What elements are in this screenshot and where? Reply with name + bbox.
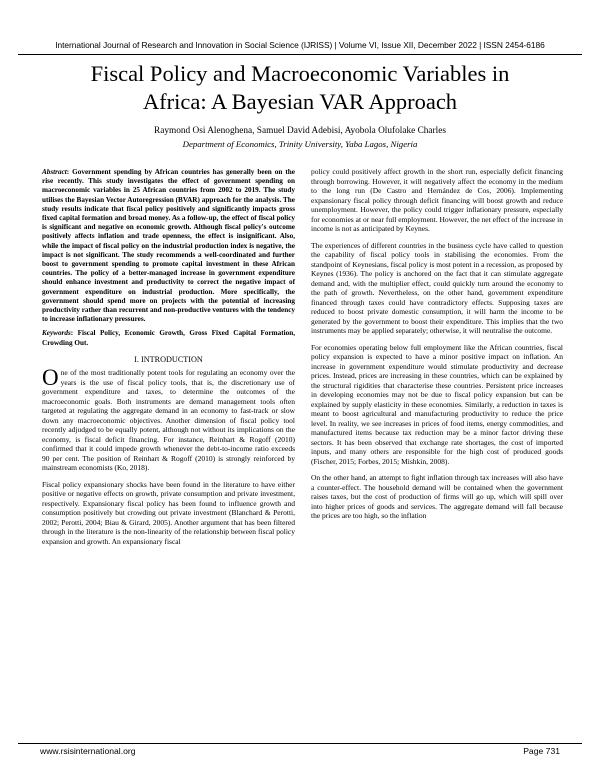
intro-paragraph-1 [42,365,295,473]
section-heading-introduction: I. INTRODUCTION [134,354,203,364]
title-line-1: Fiscal Policy and Macroeconomic Variables in [90,61,510,86]
abstract [42,168,295,324]
keywords [42,329,295,347]
keywords-text: : Fiscal Policy, Economic Growth, Gross Fixed Capital Formation, Crowding Out. [42,329,295,347]
footer-website: www.rsisinternational.org [40,746,136,756]
intro-paragraph-1-text: ne of the most traditionally potent tools for regulating an economy over the years is the use of fiscal policy tools, that is, the discretionary use of government expenditure and taxes, to determine the outcomes of the macroeconomic goals. Both instruments are demand management tools often targeted at regulating the aggregate demand in an economy to fast-track or slow down any macroeconomic objectives. Another dimension of fiscal policy tool recently adjudged to be equally potent, although not without its implications on the economy, is fiscal deficit financing. For instance, Reinhart & Rogoff (2010) confirmed that it could impede growth whenever the debt-to-income ratio exceeds 90 per cent. The position of Reinhart & Rogoff (2010) is strongly reinforced by mainstream economists (Ko, 2018). [42,368,295,473]
abstract-label: Abstract [42,168,67,176]
affiliation: Department of Economics, Trinity University, Yaba Lagos, Nigeria [182,139,418,149]
right-paragraph-2: The experiences of different countries in the business cycle have called to question the capability of fiscal policy tools in stabilising the economies. From the standpoint of Keynesians, fiscal policy is most potent in a recession, as proposed by Keynes (1936). The policy is anchored on the fact that it can stimulate aggregate demand and, with the multiplier effect, could quickly turn around the economy to the path of growth. Nevertheless, on the other hand, government expenditure financed through taxes could have contradictory effects. Supposing taxes are reduced to boost private domestic consumption, it will harm the income to be generated by the government to boost their expenditure. This implies that the two instruments may be applied separately; otherwise, it will neutralise the outcome. [311,240,563,335]
footer-page-number: Page 731 [523,746,560,756]
header-rule [18,54,582,55]
footer-rule [18,743,582,744]
right-paragraph-4: On the other hand, an attempt to fight inflation through tax increases will also have a counter-effect. The household demand will be contained when the government raises taxes, but the cost of production of firms will go up, which will spill over into higher prices of goods and services. The aggregate demand will fall because the prices are too high, so the inflation [311,473,563,520]
author-list: Raymond Osi Alenoghena, Samuel David Adebisi, Ayobola Olufolake Charles [154,126,446,136]
left-column [42,168,295,553]
right-column [311,167,563,528]
paper-title [30,60,570,116]
abstract-text: : Government spending by African countries has generally been on the rise recently. This study investigates the effect of government spending on macroeconomic variables in 25 African countries from 2002 to 2019. The study utilises the Bayesian Vector Autoregression (BVAR) approach for the analysis. The study results indicate that fiscal policy positively and significantly impacts gross fixed capital formation and broad money. As a follow-up, the effect of fiscal policy is significant and negative on economic growth. Although fiscal policy's outcome positively affects inflation and trade openness, the effect is insignificant. Also, while the impact of fiscal policy on the industrial production index is negative, the impact is not significant. The study recommends a well-coordinated and further boost to government spending to promote capital investment in these African countries. The policy of a better-managed increase in government expenditure should enhance investment and productivity to correct the negative impact of government expenditure on industrial production. More specifically, the government should spend more on projects with the potential of increasing productivity rather than recurrent and non-productive ventures with the tendency to increase inflationary pressures. [42,168,295,324]
intro-paragraph-2: Fiscal policy expansionary shocks have been found in the literature to have either positive or negative effects on growth, private consumption and private investment, respectively. Expansionary fiscal policy has been found to influence growth and consumption positively but crowding out private investment (Blanchard & Perotti, 2002; Perotti, 2004; Biau & Girard, 2005). Another argument that has been filtered through in the literature is the non-linearity of the relationship between fiscal policy expansion and growth. An expansionary fiscal [42,479,295,546]
journal-header: International Journal of Research and Innovation in Social Science (IJRISS) | Volume VI, Issue XII, December 2022 | ISSN 2454-6186 [55,40,545,50]
drop-cap: O [42,365,59,391]
title-line-2: Africa: A Bayesian VAR Approach [142,89,458,114]
right-paragraph-3: For economies operating below full employment like the African countries, fiscal policy expansion is expected to have a minor positive impact on inflation. An increase in government expenditure would stimulate productivity and decrease prices. Instead, prices are increasing in these countries, which can be explained by the structural rigidities that characterise these countries. Persistent price increases in developing economies may not be due to fiscal policy expansion but can be explained by supply elasticity in these economies. Similarly, a reduction in taxes is meant to boost agricultural and manufacturing productivity to reduce the price level. In reality, we see increases in prices of food items, energy commodities, and manufactured items because tax reduction may be a minor factor driving these sectors. It has been observed that exchange rate shortages, the cost of imported inputs, and many others are responsible for the high cost of produced goods (Fischer, 2015; Forbes, 2015; Mishkin, 2008). [311,342,563,466]
keywords-label: Keywords [42,329,71,338]
right-paragraph-1: policy could positively affect growth in the short run, especially deficit financing through borrowing. However, it will negatively affect the economy in the medium to the long run (De Castro and Hernández de Cos, 2006). Implementing expansionary fiscal policy through deficit financing will boost growth and reduce unemployment. However, the policy could trigger inflationary pressure, especially for economies at or near full employment. However, the net effect of the increase in income is not as anticipated by Keynes. [311,167,563,233]
